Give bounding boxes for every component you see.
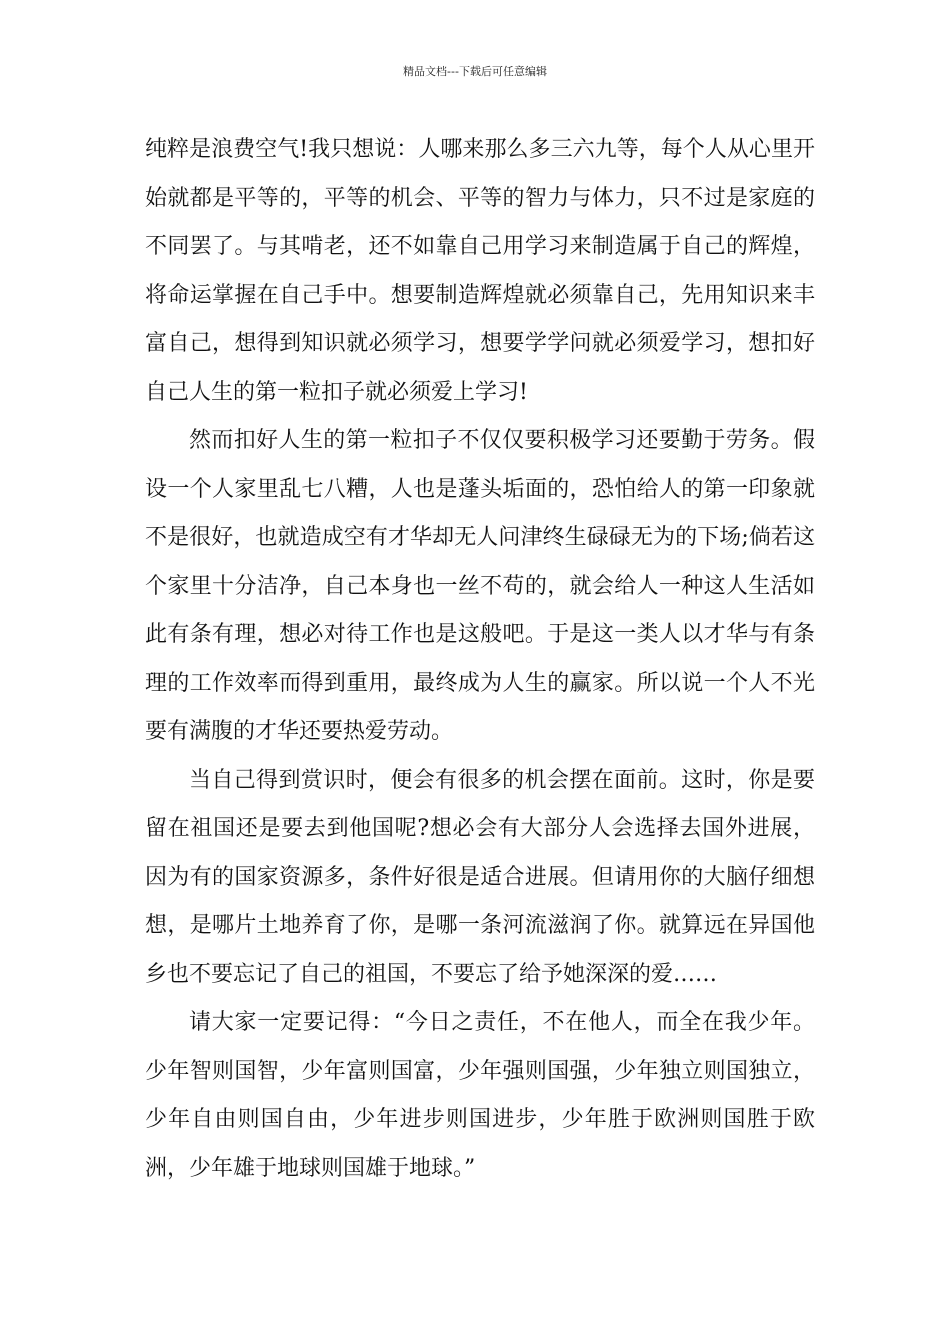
- paragraph-3: 当自己得到赏识时，便会有很多的机会摆在面前。这时，你是要留在祖国还是要去到他国呢?想必会有大部分人会选择去国外进展，因为有的国家资源多，条件好很是适合进展。但请用你的大脑仔细想想，是哪片土地养育了你，是哪一条河流滋润了你。就算远在异国他乡也不要忘记了自己的祖国，不要忘了给予她深深的爱……: [145, 767, 815, 987]
- document-body: [145, 126, 815, 1193]
- page-header: 精品文档---下载后可任意编辑: [403, 65, 547, 78]
- paragraph-2: 然而扣好人生的第一粒扣子不仅仅要积极学习还要勤于劳务。假设一个人家里乱七八糟，人也是蓬头垢面的，恐怕给人的第一印象就不是很好，也就造成空有才华却无人问津终生碌碌无为的下场;倘若这个家里十分洁净，自己本身也一丝不苟的，就会给人一种这人生活如此有条有理，想必对待工作也是这般吧。于是这一类人以才华与有条理的工作效率而得到重用，最终成为人生的赢家。所以说一个人不光要有满腹的才华还要热爱劳动。: [145, 428, 815, 744]
- paragraph-1: 纯粹是浪费空气!我只想说：人哪来那么多三六九等，每个人从心里开始就都是平等的，平等的机会、平等的智力与体力，只不过是家庭的不同罢了。与其啃老，还不如靠自己用学习来制造属于自己的辉煌，将命运掌握在自己手中。想要制造辉煌就必须靠自己，先用知识来丰富自己，想得到知识就必须学习，想要学学问就必须爱学习，想扣好自己人生的第一粒扣子就必须爱上学习!: [145, 137, 815, 405]
- paragraph-4: 请大家一定要记得：“今日之责任，不在他人，而全在我少年。少年智则国智，少年富则国富，少年强则国强，少年独立则国独立，少年自由则国自由，少年进步则国进步，少年胜于欧洲则国胜于欧洲，少年雄于地球则国雄于地球。”: [145, 1010, 815, 1181]
